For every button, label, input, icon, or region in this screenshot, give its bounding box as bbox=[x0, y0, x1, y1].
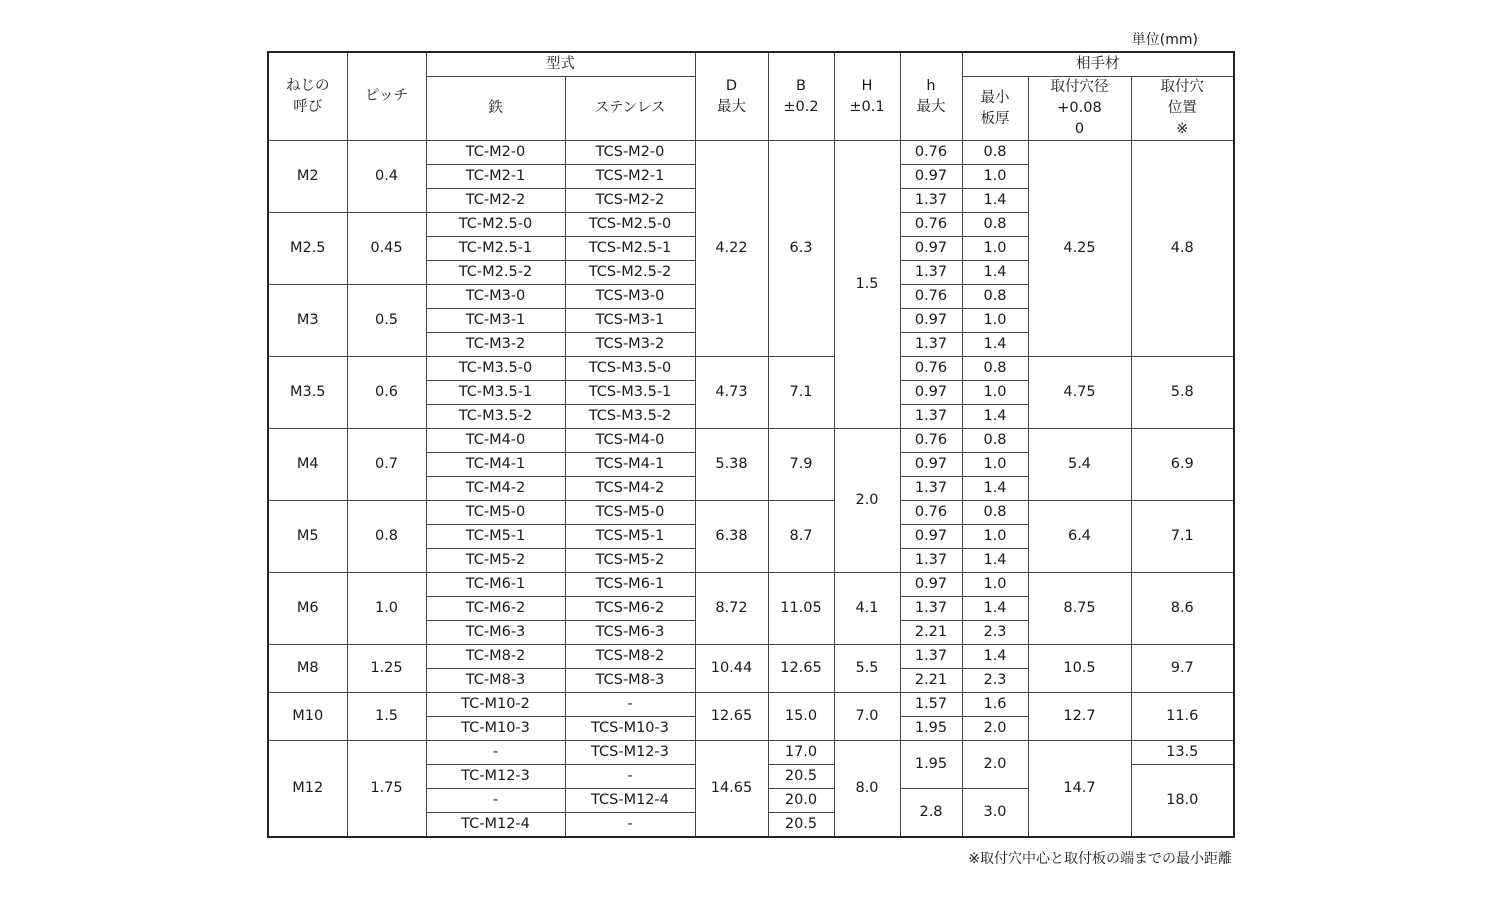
header-stainless: ステンレス bbox=[565, 77, 695, 141]
cell-iron: TC-M12-4 bbox=[426, 813, 565, 838]
cell-iron: TC-M4-0 bbox=[426, 429, 565, 453]
cell-B: 20.5 bbox=[768, 813, 834, 838]
cell-t: 1.4 bbox=[962, 333, 1028, 357]
cell-iron: TC-M3.5-0 bbox=[426, 357, 565, 381]
cell-h: 1.57 bbox=[900, 693, 962, 717]
cell-D: 14.65 bbox=[695, 741, 768, 838]
cell-B: 8.7 bbox=[768, 501, 834, 573]
cell-iron: TC-M3-2 bbox=[426, 333, 565, 357]
header-h: h 最大 bbox=[900, 52, 962, 141]
cell-H: 4.1 bbox=[834, 573, 900, 645]
cell-iron: TC-M6-2 bbox=[426, 597, 565, 621]
cell-sus: TCS-M10-3 bbox=[565, 717, 695, 741]
cell-hole-pos: 5.8 bbox=[1131, 357, 1234, 429]
cell-iron: TC-M10-3 bbox=[426, 717, 565, 741]
cell-iron: TC-M4-1 bbox=[426, 453, 565, 477]
cell-iron: TC-M3.5-2 bbox=[426, 405, 565, 429]
cell-iron: TC-M5-1 bbox=[426, 525, 565, 549]
cell-t: 1.0 bbox=[962, 381, 1028, 405]
cell-thread: M10 bbox=[268, 693, 347, 741]
cell-sus: TCS-M8-3 bbox=[565, 669, 695, 693]
cell-h: 0.76 bbox=[900, 429, 962, 453]
cell-t: 0.8 bbox=[962, 357, 1028, 381]
cell-pitch: 0.45 bbox=[347, 213, 426, 285]
cell-pitch: 1.75 bbox=[347, 741, 426, 838]
cell-sus: TCS-M4-2 bbox=[565, 477, 695, 501]
header-pitch: ピッチ bbox=[347, 52, 426, 141]
cell-t: 1.4 bbox=[962, 549, 1028, 573]
cell-sus: TCS-M12-4 bbox=[565, 789, 695, 813]
cell-h: 1.37 bbox=[900, 261, 962, 285]
cell-h: 0.76 bbox=[900, 213, 962, 237]
cell-sus: TCS-M6-1 bbox=[565, 573, 695, 597]
cell-t: 1.4 bbox=[962, 477, 1028, 501]
cell-t: 1.0 bbox=[962, 309, 1028, 333]
cell-hole-pos: 18.0 bbox=[1131, 765, 1234, 838]
cell-sus: TCS-M2.5-1 bbox=[565, 237, 695, 261]
header-mating: 相手材 bbox=[962, 52, 1234, 77]
cell-sus: - bbox=[565, 765, 695, 789]
cell-iron: TC-M8-3 bbox=[426, 669, 565, 693]
table-row bbox=[268, 141, 1234, 165]
table-row bbox=[268, 573, 1234, 597]
header-thread: ねじの 呼び bbox=[268, 52, 347, 141]
cell-t: 1.4 bbox=[962, 405, 1028, 429]
cell-thread: M6 bbox=[268, 573, 347, 645]
cell-h: 0.76 bbox=[900, 285, 962, 309]
cell-iron: TC-M3-0 bbox=[426, 285, 565, 309]
cell-D: 10.44 bbox=[695, 645, 768, 693]
cell-h: 2.21 bbox=[900, 669, 962, 693]
cell-iron: TC-M6-3 bbox=[426, 621, 565, 645]
cell-t: 2.0 bbox=[962, 717, 1028, 741]
cell-t: 2.3 bbox=[962, 669, 1028, 693]
cell-t: 1.0 bbox=[962, 237, 1028, 261]
cell-hole-dia: 10.5 bbox=[1028, 645, 1131, 693]
cell-h: 0.97 bbox=[900, 237, 962, 261]
cell-sus: TCS-M3-1 bbox=[565, 309, 695, 333]
cell-h: 2.8 bbox=[900, 789, 962, 838]
unit-label: 単位(mm) bbox=[1131, 32, 1198, 48]
cell-iron: TC-M5-2 bbox=[426, 549, 565, 573]
cell-sus: TCS-M3-0 bbox=[565, 285, 695, 309]
cell-iron: TC-M10-2 bbox=[426, 693, 565, 717]
cell-sus: TCS-M6-2 bbox=[565, 597, 695, 621]
header-b: B ±0.2 bbox=[768, 52, 834, 141]
table-row bbox=[268, 357, 1234, 381]
table-row bbox=[268, 645, 1234, 669]
cell-thread: M12 bbox=[268, 741, 347, 838]
cell-h: 0.97 bbox=[900, 381, 962, 405]
cell-h: 1.37 bbox=[900, 477, 962, 501]
cell-B: 12.65 bbox=[768, 645, 834, 693]
table-row bbox=[268, 693, 1234, 717]
cell-iron: TC-M2.5-0 bbox=[426, 213, 565, 237]
cell-D: 8.72 bbox=[695, 573, 768, 645]
cell-hole-dia: 4.75 bbox=[1028, 357, 1131, 429]
cell-h: 1.37 bbox=[900, 333, 962, 357]
cell-h: 0.97 bbox=[900, 453, 962, 477]
cell-h: 1.95 bbox=[900, 717, 962, 741]
cell-iron: - bbox=[426, 741, 565, 765]
cell-sus: - bbox=[565, 693, 695, 717]
header-iron: 鉄 bbox=[426, 77, 565, 141]
cell-B: 7.9 bbox=[768, 429, 834, 501]
cell-sus: TCS-M5-2 bbox=[565, 549, 695, 573]
header-model: 型式 bbox=[426, 52, 695, 77]
cell-iron: TC-M6-1 bbox=[426, 573, 565, 597]
cell-h: 0.97 bbox=[900, 525, 962, 549]
cell-t: 0.8 bbox=[962, 141, 1028, 165]
cell-t: 1.4 bbox=[962, 261, 1028, 285]
cell-hole-pos: 4.8 bbox=[1131, 141, 1234, 357]
cell-hole-pos: 9.7 bbox=[1131, 645, 1234, 693]
cell-B: 6.3 bbox=[768, 141, 834, 357]
cell-H: 2.0 bbox=[834, 429, 900, 573]
cell-hole-dia: 5.4 bbox=[1028, 429, 1131, 501]
cell-B: 20.5 bbox=[768, 765, 834, 789]
cell-h: 1.37 bbox=[900, 597, 962, 621]
cell-sus: TCS-M5-0 bbox=[565, 501, 695, 525]
cell-t: 0.8 bbox=[962, 501, 1028, 525]
cell-D: 4.73 bbox=[695, 357, 768, 429]
header-d: D 最大 bbox=[695, 52, 768, 141]
cell-thread: M4 bbox=[268, 429, 347, 501]
cell-hole-dia: 6.4 bbox=[1028, 501, 1131, 573]
cell-H: 1.5 bbox=[834, 141, 900, 429]
table-row bbox=[268, 501, 1234, 525]
cell-thread: M3.5 bbox=[268, 357, 347, 429]
header-hole-pos: 取付穴 位置 ※ bbox=[1131, 77, 1234, 141]
cell-t: 2.3 bbox=[962, 621, 1028, 645]
cell-t: 0.8 bbox=[962, 285, 1028, 309]
cell-hole-pos: 8.6 bbox=[1131, 573, 1234, 645]
cell-sus: TCS-M3.5-1 bbox=[565, 381, 695, 405]
header-min-thickness: 最小 板厚 bbox=[962, 77, 1028, 141]
cell-hole-pos: 11.6 bbox=[1131, 693, 1234, 741]
cell-iron: TC-M8-2 bbox=[426, 645, 565, 669]
cell-iron: TC-M2-1 bbox=[426, 165, 565, 189]
cell-sus: TCS-M5-1 bbox=[565, 525, 695, 549]
cell-thread: M8 bbox=[268, 645, 347, 693]
cell-hole-dia: 4.25 bbox=[1028, 141, 1131, 357]
cell-t: 1.4 bbox=[962, 189, 1028, 213]
cell-hole-dia: 12.7 bbox=[1028, 693, 1131, 741]
cell-pitch: 0.4 bbox=[347, 141, 426, 213]
table-row bbox=[268, 741, 1234, 765]
cell-h: 1.37 bbox=[900, 645, 962, 669]
cell-D: 6.38 bbox=[695, 501, 768, 573]
cell-thread: M3 bbox=[268, 285, 347, 357]
cell-h: 0.97 bbox=[900, 165, 962, 189]
cell-iron: TC-M12-3 bbox=[426, 765, 565, 789]
cell-thread: M5 bbox=[268, 501, 347, 573]
cell-hole-dia: 14.7 bbox=[1028, 741, 1131, 838]
cell-B: 7.1 bbox=[768, 357, 834, 429]
cell-B: 15.0 bbox=[768, 693, 834, 741]
cell-hole-pos: 7.1 bbox=[1131, 501, 1234, 573]
cell-iron: TC-M2.5-1 bbox=[426, 237, 565, 261]
cell-sus: TCS-M3.5-2 bbox=[565, 405, 695, 429]
cell-sus: TCS-M2-2 bbox=[565, 189, 695, 213]
cell-h: 0.76 bbox=[900, 501, 962, 525]
cell-H: 8.0 bbox=[834, 741, 900, 838]
cell-iron: TC-M3.5-1 bbox=[426, 381, 565, 405]
cell-t: 1.4 bbox=[962, 597, 1028, 621]
header-H: H ±0.1 bbox=[834, 52, 900, 141]
cell-iron: - bbox=[426, 789, 565, 813]
cell-H: 7.0 bbox=[834, 693, 900, 741]
cell-B: 17.0 bbox=[768, 741, 834, 765]
cell-hole-pos: 6.9 bbox=[1131, 429, 1234, 501]
cell-iron: TC-M2-2 bbox=[426, 189, 565, 213]
cell-t: 1.0 bbox=[962, 165, 1028, 189]
cell-iron: TC-M3-1 bbox=[426, 309, 565, 333]
cell-t: 0.8 bbox=[962, 429, 1028, 453]
cell-iron: TC-M5-0 bbox=[426, 501, 565, 525]
cell-h: 0.97 bbox=[900, 309, 962, 333]
cell-sus: TCS-M2-1 bbox=[565, 165, 695, 189]
cell-sus: TCS-M8-2 bbox=[565, 645, 695, 669]
cell-sus: TCS-M2-0 bbox=[565, 141, 695, 165]
header-hole-dia: 取付穴径 +0.08 0 bbox=[1028, 77, 1131, 141]
cell-pitch: 0.6 bbox=[347, 357, 426, 429]
cell-t: 1.0 bbox=[962, 525, 1028, 549]
cell-h: 1.37 bbox=[900, 405, 962, 429]
cell-h: 0.76 bbox=[900, 141, 962, 165]
cell-t: 2.0 bbox=[962, 741, 1028, 789]
table-row bbox=[268, 429, 1234, 453]
cell-pitch: 1.5 bbox=[347, 693, 426, 741]
cell-pitch: 1.0 bbox=[347, 573, 426, 645]
cell-h: 1.95 bbox=[900, 741, 962, 789]
cell-sus: TCS-M2.5-0 bbox=[565, 213, 695, 237]
cell-thread: M2 bbox=[268, 141, 347, 213]
footnote: ※取付穴中心と取付板の端までの最小距離 bbox=[968, 851, 1232, 867]
cell-H: 5.5 bbox=[834, 645, 900, 693]
cell-sus: TCS-M6-3 bbox=[565, 621, 695, 645]
cell-iron: TC-M4-2 bbox=[426, 477, 565, 501]
cell-hole-pos: 13.5 bbox=[1131, 741, 1234, 765]
cell-pitch: 0.8 bbox=[347, 501, 426, 573]
cell-D: 5.38 bbox=[695, 429, 768, 501]
cell-t: 1.0 bbox=[962, 453, 1028, 477]
cell-t: 0.8 bbox=[962, 213, 1028, 237]
cell-B: 20.0 bbox=[768, 789, 834, 813]
cell-sus: TCS-M2.5-2 bbox=[565, 261, 695, 285]
spec-table bbox=[267, 51, 1235, 838]
cell-pitch: 0.7 bbox=[347, 429, 426, 501]
cell-h: 2.21 bbox=[900, 621, 962, 645]
cell-sus: TCS-M4-1 bbox=[565, 453, 695, 477]
cell-t: 3.0 bbox=[962, 789, 1028, 838]
cell-sus: TCS-M3.5-0 bbox=[565, 357, 695, 381]
cell-t: 1.0 bbox=[962, 573, 1028, 597]
cell-pitch: 0.5 bbox=[347, 285, 426, 357]
cell-thread: M2.5 bbox=[268, 213, 347, 285]
cell-t: 1.6 bbox=[962, 693, 1028, 717]
cell-sus: TCS-M4-0 bbox=[565, 429, 695, 453]
cell-pitch: 1.25 bbox=[347, 645, 426, 693]
cell-D: 4.22 bbox=[695, 141, 768, 357]
cell-h: 0.76 bbox=[900, 357, 962, 381]
cell-iron: TC-M2-0 bbox=[426, 141, 565, 165]
cell-h: 1.37 bbox=[900, 189, 962, 213]
cell-hole-dia: 8.75 bbox=[1028, 573, 1131, 645]
cell-sus: TCS-M12-3 bbox=[565, 741, 695, 765]
cell-sus: TCS-M3-2 bbox=[565, 333, 695, 357]
cell-t: 1.4 bbox=[962, 645, 1028, 669]
cell-h: 1.37 bbox=[900, 549, 962, 573]
cell-h: 0.97 bbox=[900, 573, 962, 597]
cell-iron: TC-M2.5-2 bbox=[426, 261, 565, 285]
cell-B: 11.05 bbox=[768, 573, 834, 645]
cell-sus: - bbox=[565, 813, 695, 838]
cell-D: 12.65 bbox=[695, 693, 768, 741]
